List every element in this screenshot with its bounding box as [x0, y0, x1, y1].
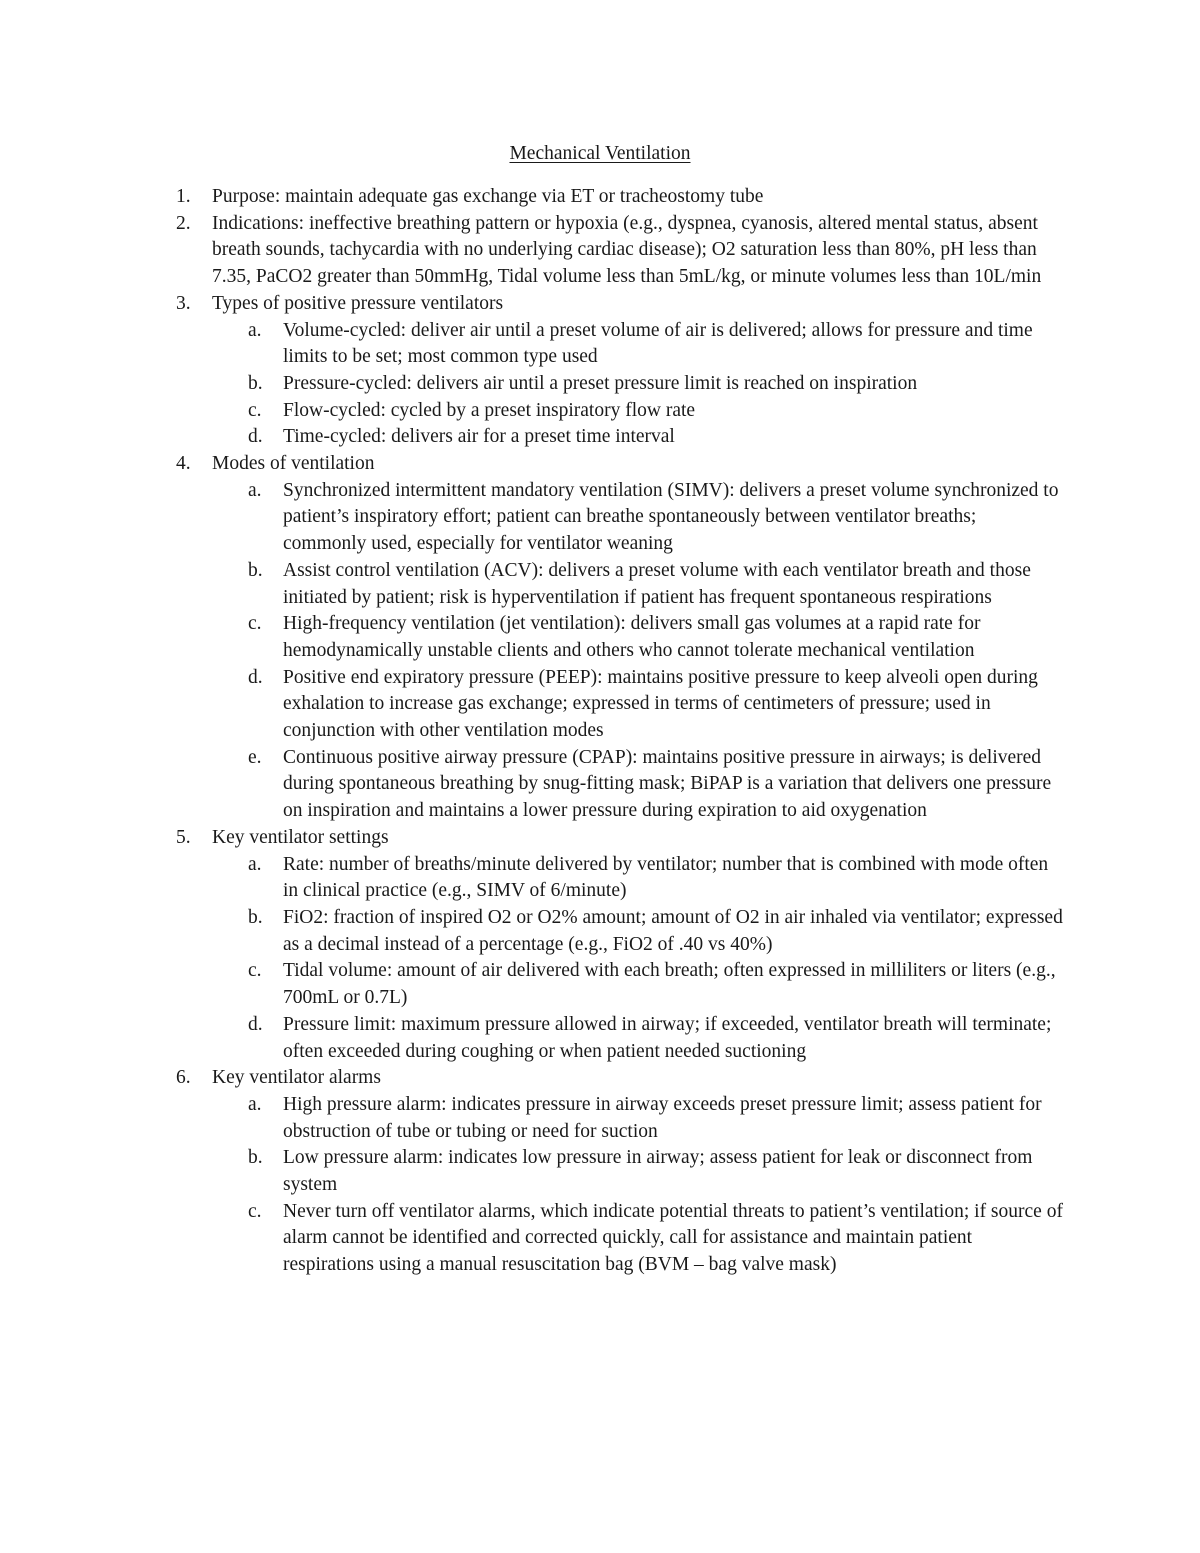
sub-list-item-letter: c.: [248, 960, 262, 982]
list-item: [0, 184, 1062, 211]
sub-list-item-letter: b.: [248, 372, 263, 394]
list-item-number: 6.: [176, 1067, 191, 1089]
sub-list-item: [0, 1092, 1063, 1145]
list-item: [0, 291, 1062, 318]
sub-list-item: [0, 611, 1063, 664]
list-item-text: Types of positive pressure ventilators: [212, 292, 504, 314]
sub-list-item: [0, 665, 1063, 745]
sub-list-item-letter: d.: [248, 426, 263, 448]
sub-list-item: [0, 1012, 1063, 1065]
sub-list-item-letter: b.: [248, 1147, 263, 1169]
list-item-text: Modes of ventilation: [212, 453, 375, 475]
sub-list-item-letter: a.: [248, 319, 262, 341]
sub-list-item-text: Never turn off ventilator alarms, which indicate potential threats to patient’s ventilation; if source of alarm cannot be identified and corrected quickly, call for assistance and maintain patient respirations using a manual resuscitation bag (BVM – bag valve mask): [283, 1200, 1063, 1276]
list-item: [0, 451, 1062, 478]
sub-list-item-text: FiO2: fraction of inspired O2 or O2% amount; amount of O2 in air inhaled via ventilator; expressed as a decimal instead of a percentage (e.g., FiO2 of .40 vs 40%): [283, 906, 1063, 955]
sub-list-item-letter: d.: [248, 1013, 263, 1035]
sub-list-item-text: Continuous positive airway pressure (CPAP): maintains positive pressure in airways; is delivered during spontaneous breathing by snug-fitting mask; BiPAP is a variation that delivers one pressure on inspiration and maintains a lower pressure during expiration to aid oxygenation: [283, 746, 1052, 822]
list-item-number: 5.: [176, 826, 191, 848]
sub-list-item-text: Flow-cycled: cycled by a preset inspiratory flow rate: [283, 399, 696, 421]
sub-list-item: [0, 478, 1063, 558]
list-item-text: Indications: ineffective breathing pattern or hypoxia (e.g., dyspnea, cyanosis, altered mental status, absent breath sounds, tachycardia with no underlying cardiac disease); O2 saturation less than 80%, pH less than 7.35, PaCO2 greater than 50mmHg, Tidal volume less than 5mL/kg, or minute volumes less than 10L/min: [212, 212, 1042, 288]
outline-list: [0, 184, 1200, 1279]
sub-list-item: [0, 745, 1063, 825]
sub-list-item-letter: d.: [248, 666, 263, 688]
sub-list-item-text: Rate: number of breaths/minute delivered by ventilator; number that is combined with mode often in clinical practice (e.g., SIMV of 6/minute): [283, 853, 1049, 902]
sub-list-item-letter: c.: [248, 399, 262, 421]
sub-list-item: [0, 852, 1063, 905]
sub-list-item-text: Low pressure alarm: indicates low pressure in airway; assess patient for leak or disconnect from system: [283, 1147, 1033, 1196]
sub-list-item-letter: b.: [248, 906, 263, 928]
sub-list-item-text: Assist control ventilation (ACV): delivers a preset volume with each ventilator breath and those initiated by patient; risk is hyperventilation if patient has frequent spontaneous respirations: [283, 559, 1031, 608]
sub-list-item: [0, 558, 1063, 611]
sub-list-item-text: Positive end expiratory pressure (PEEP): maintains positive pressure to keep alveoli open during exhalation to increase gas exchange; expressed in terms of centimeters of pressure; used in conjunction with other ventilation modes: [283, 666, 1038, 742]
sub-list-item: [0, 371, 1063, 398]
list-item: [0, 825, 1062, 852]
sub-list-item-text: Pressure-cycled: delivers air until a preset pressure limit is reached on inspiration: [283, 372, 918, 394]
list-item-number: 2.: [176, 212, 191, 234]
sub-list-item: [0, 905, 1063, 958]
sub-list-item-letter: a.: [248, 853, 262, 875]
sub-list-item-text: High-frequency ventilation (jet ventilation): delivers small gas volumes at a rapid rate for hemodynamically unstable clients and others who cannot tolerate mechanical ventilation: [283, 613, 981, 661]
sub-list-item-letter: a.: [248, 1093, 262, 1115]
sub-list-item-letter: b.: [248, 559, 263, 581]
sub-list-item-letter: c.: [248, 1200, 262, 1222]
sub-list-item-text: Tidal volume: amount of air delivered with each breath; often expressed in milliliters or liters (e.g., 700mL or 0.7L): [283, 960, 1056, 1009]
sub-list-item-letter: e.: [248, 746, 262, 768]
sub-list-item: [0, 1145, 1063, 1198]
list-item: [0, 211, 1062, 291]
document-title: Mechanical Ventilation: [509, 143, 691, 164]
list-item-number: 4.: [176, 453, 191, 475]
sub-list-item-text: Synchronized intermittent mandatory ventilation (SIMV): delivers a preset volume synchronized to patient’s inspiratory effort; patient can breathe spontaneously between ventilator breaths; commonly used, especially for ventilator weaning: [283, 479, 1059, 555]
list-item-text: Key ventilator alarms: [212, 1067, 381, 1089]
sub-list-item: [0, 398, 1063, 425]
list-item-number: 1.: [176, 186, 191, 207]
list-item-number: 3.: [176, 292, 191, 314]
sub-list-item-text: Time-cycled: delivers air for a preset time interval: [283, 426, 675, 448]
sub-list-item: [0, 1199, 1063, 1279]
sub-list-item-text: Pressure limit: maximum pressure allowed in airway; if exceeded, ventilator breath will terminate; often exceeded during coughing or when patient needed suctioning: [283, 1013, 1052, 1062]
list-item-text: Key ventilator settings: [212, 826, 389, 848]
sub-list-item-letter: c.: [248, 613, 262, 635]
list-item: [0, 1065, 1062, 1092]
sub-list-item-text: Volume-cycled: deliver air until a preset volume of air is delivered; allows for pressure and time limits to be set; most common type used: [283, 319, 1033, 368]
sub-list-item: [0, 424, 1063, 451]
sub-list-item-letter: a.: [248, 479, 262, 501]
sub-list-item-text: High pressure alarm: indicates pressure in airway exceeds preset pressure limit; assess patient for obstruction of tube or tubing or need for suction: [283, 1093, 1042, 1142]
sub-list-item: [0, 958, 1063, 1011]
sub-list-item: [0, 318, 1063, 371]
list-item-text: Purpose: maintain adequate gas exchange via ET or tracheostomy tube: [212, 186, 764, 207]
